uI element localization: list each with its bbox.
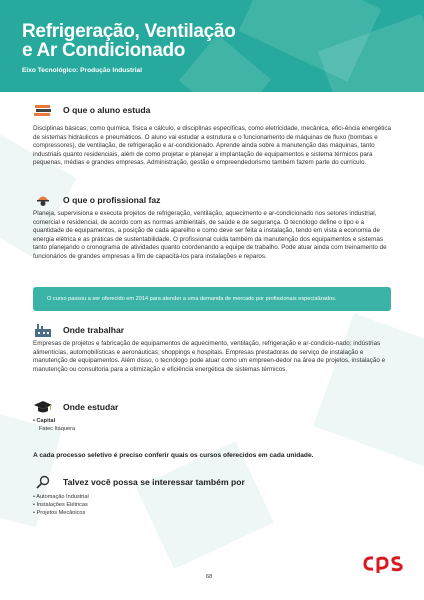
list-item: • Instalações Elétricas <box>33 501 88 508</box>
section-title: Onde trabalhar <box>63 325 125 335</box>
location-label: • Capital <box>33 418 56 424</box>
factory-icon <box>33 323 53 337</box>
list-item: • Projetos Mecânicos <box>33 509 86 516</box>
worker-icon <box>33 193 53 207</box>
related-courses-list <box>33 494 89 517</box>
section-title: Onde estudar <box>63 402 119 412</box>
magnifier-icon <box>33 475 53 489</box>
section-header-interesse <box>33 475 245 489</box>
section-header-aluno <box>33 103 150 117</box>
section-title: Talvez você possa se interessar também por <box>63 477 245 487</box>
location-value: Fatec Itaquera <box>39 425 76 432</box>
section-title: O que o profissional faz <box>63 195 161 205</box>
location-list <box>33 418 75 434</box>
list-item: • Automação Industrial <box>33 494 89 500</box>
graduation-cap-icon <box>33 400 53 414</box>
section-title: O que o aluno estuda <box>63 105 151 115</box>
header-banner <box>0 0 424 92</box>
notice-text: A cada processo seletivo é preciso conferir quais os cursos oferecidos em cada unidade. <box>33 452 314 459</box>
info-callout: O curso passou a ser oferecido em 2014 para atender a uma demanda de mercado por profissionais especializados. <box>33 287 391 311</box>
section-header-trabalhar <box>33 323 124 337</box>
page-subtitle: Eixo Tecnológico: Produção Industrial <box>22 67 143 74</box>
section-text-aluno: Disciplinas básicas, como química, física e cálculo, e disciplinas específicas, como eletricidade, mecânica, efici-ência energética de sistemas hidráulicos e pneumáticos. O aluno vai estudar a estrutura e o funcionamento de máquinas de fluxo (bombas e compressores), de ventilação, de refrigeração e ar-condicionado. Aprende ainda sobre a manutenção das máquinas, tanto industriais quanto residenciais, além de como projetar e planejar a implantação de equipamentos e sistema térmicos para pequenas, médias e grandes empresas. Administração, gestão e empreendedorismo também fazem parte do currículo. <box>33 125 392 166</box>
page-number: 68 <box>206 574 213 580</box>
section-header-profissional <box>33 193 160 207</box>
content-area <box>0 92 424 600</box>
books-icon <box>33 103 53 117</box>
section-text-trabalhar: Empresas de projetos e fabricação de equipamentos de aquecimento, ventilação, refrigeração e ar-condicio-nado; indústrias alimentícias, automobilísticas e aeronáuticas; shoppings e hospitais. Empresas prestadoras de serviço de instalação e manutenção de equipamentos. Além disso, o tecnólogo pode atuar como um empreen-dedor na área de projetos, instalação e manutenção ou consultoria para a otimização e eficiência energética de sistemas térmicos. <box>33 340 386 373</box>
section-text-profissional: Planeja, supervisiona e executa projetos de refrigeração, ventilação, aquecimento e ar-condicionado nos setores industrial, comercial e residencial, de acordo com as normas ambientais, de saúde e de segurança. O tecnólogo define o tipo e a quantidade de equipamentos, a posição de cada aparelho e como deve ser feita a instalação, tendo em vista a economia de energia elétrica e as práticas de sustentabilidade. O profissional cuida também da manutenção dos equipamentos e sistemas tanto planejando o cronograma de atividades quanto coordenando a equipe de trabalho. Pode atuar ainda com treinamento de funcionários de grandes empresas a fim de capacitá-los para instalações e reparos. <box>33 210 387 260</box>
cps-logo <box>362 552 408 574</box>
section-header-estudar <box>33 400 118 414</box>
page-title: Refrigeração, Ventilação e Ar Condicionado <box>22 21 236 61</box>
